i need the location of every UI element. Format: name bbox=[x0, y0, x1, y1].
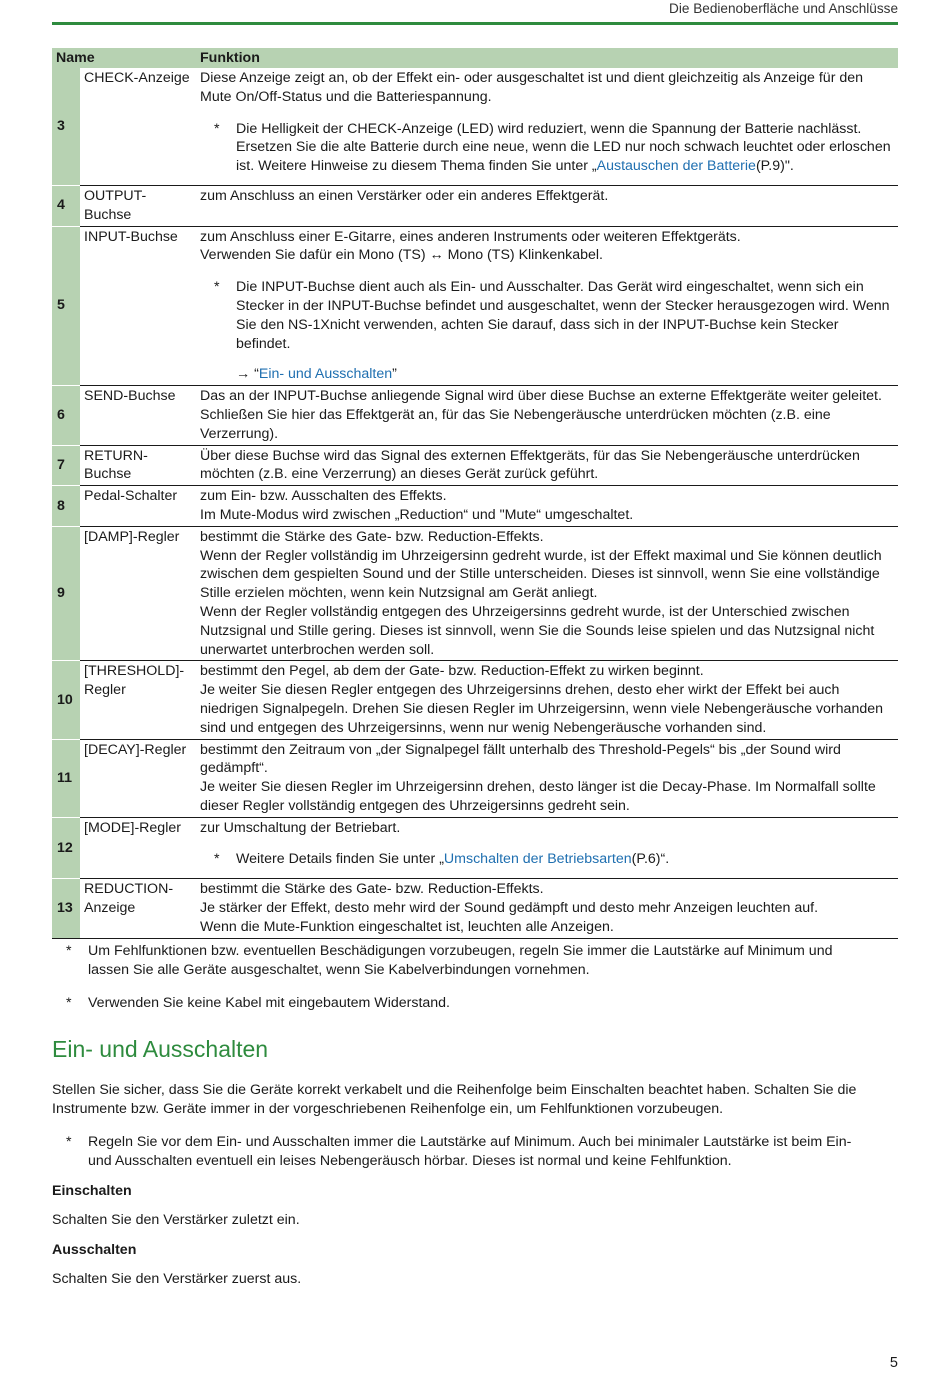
row-number: 6 bbox=[52, 386, 80, 445]
function-text: bestimmt die Stärke des Gate- bzw. Reduction-Effekts. bbox=[200, 528, 544, 545]
table-row bbox=[52, 739, 898, 817]
link-austauschen-batterie[interactable]: Austauschen der Batterie bbox=[596, 158, 756, 175]
row-function: zum Anschluss an einen Verstärker oder ein anderes Effektgerät. bbox=[196, 185, 898, 226]
function-text: zum Anschluss einer E-Gitarre, eines anderen Instruments oder weiteren Effektgeräts. bbox=[200, 228, 741, 245]
row-name: RETURN-Buchse bbox=[80, 445, 196, 486]
section-note bbox=[66, 1133, 876, 1171]
row-name: Pedal-Schalter bbox=[80, 486, 196, 527]
row-number: 10 bbox=[52, 661, 80, 739]
row-number: 5 bbox=[52, 226, 80, 386]
row-note bbox=[214, 278, 894, 353]
asterisk-icon: * bbox=[66, 994, 72, 1011]
row-function: Das an der INPUT-Buchse anliegende Signal wird über diese Buchse an externe Effektgeräte weiter geleitet. Schließen Sie hier das Effektgerät an, für das Sie Nebengeräusche unterdrücken möchten (z.B. eine Verzerrung). bbox=[196, 386, 898, 445]
page-number: 5 bbox=[889, 1355, 898, 1371]
row-name: OUTPUT-Buchse bbox=[80, 185, 196, 226]
row-number: 12 bbox=[52, 817, 80, 879]
text-einschalten: Schalten Sie den Verstärker zuletzt ein. bbox=[52, 1212, 300, 1228]
running-header: Die Bedienoberfläche und Anschlüsse bbox=[669, 1, 898, 16]
row-function bbox=[196, 226, 898, 386]
function-text: Je weiter Sie diesen Regler im Uhrzeigersinn drehen, desto länger ist die Decay-Phase. Im Normalfall sollte dieser Regler vollständig entgegen des Uhrzeigersinns gedreht sein. bbox=[200, 779, 876, 814]
section-title: Ein- und Ausschalten bbox=[52, 1036, 269, 1062]
row-function bbox=[196, 661, 898, 739]
header-rule bbox=[52, 22, 898, 25]
function-text: Wenn die Mute-Funktion eingeschaltet ist, leuchten alle Anzeigen. bbox=[200, 918, 614, 935]
row-number: 11 bbox=[52, 739, 80, 817]
function-text: bestimmt den Zeitraum von „der Signalpegel fällt unterhalb des Threshold-Pegels“ bis „der Sound wird gedämpft“. bbox=[200, 741, 841, 777]
function-text: Wenn der Regler vollständig entgegen des Uhrzeigersinns gedreht wurde, ist der Unterschied zwischen Nutzsignal und Stille gering. Dieses ist sinnvoll, wenn Sie die Sounds leise spielen und das Nutzsignal nicht unerwartet unterbrochen werden soll. bbox=[200, 603, 875, 658]
row-number: 4 bbox=[52, 185, 80, 226]
row-function bbox=[196, 817, 898, 879]
row-name: [DAMP]-Regler bbox=[80, 526, 196, 661]
link-umschalten-betriebsarten[interactable]: Umschalten der Betriebsarten bbox=[443, 851, 632, 868]
row-name: INPUT-Buchse bbox=[80, 226, 196, 386]
function-text: Je weiter Sie diesen Regler entgegen des Uhrzeigersinns drehen, desto eher wirkt der Effekt bei auch niedrigen Signalpegeln. Drehen Sie diesen Regler im Uhrzeigersinn, wenn viele Nebengeräusche vorhanden sind und entgegen des Uhrzeigersinns, wenn nur wenig Nebengeräusche vorhanden sind. bbox=[200, 682, 884, 736]
row-name: [THRESHOLD]-Regler bbox=[80, 661, 196, 739]
table-row bbox=[52, 879, 898, 938]
note-text: Die Helligkeit der CHECK-Anzeige (LED) wird reduziert, wenn die Spannung der Batterie nachlässt. Ersetzen Sie die alte Batterie durch eine neue, wenn die LED nur noch schwach leuchtet oder erloschen ist. Weitere Hinweise zu diesem Thema finden Sie unter „ bbox=[236, 120, 891, 175]
note-text: Verwenden Sie keine Kabel mit eingebautem Widerstand. bbox=[88, 994, 450, 1011]
function-text: Verwenden Sie dafür ein Mono (TS) ↔ Mono (TS) Klinkenkabel. bbox=[200, 247, 603, 264]
subheading-ausschalten: Ausschalten bbox=[52, 1242, 137, 1258]
section-intro: Stellen Sie sicher, dass Sie die Geräte korrekt verkabelt und die Reihenfolge beim Einschalten beachtet haben. Schalten Sie die Instrumente bzw. Geräte immer in der vorgeschriebenen Reihenfolge ein, um Fehlfunktionen vorzubeugen. bbox=[52, 1082, 857, 1117]
arrow-icon: → “ bbox=[236, 366, 259, 383]
row-function bbox=[196, 486, 898, 527]
asterisk-icon: * bbox=[214, 851, 220, 868]
note-text: Regeln Sie vor dem Ein- und Ausschalten immer die Lautstärke auf Minimum. Auch bei minimaler Lautstärke ist beim Ein- und Ausschalten eventuell ein leises Nebengeräusch hörbar. Dieses ist normal und keine Fehlfunktion. bbox=[88, 1134, 852, 1169]
note-item bbox=[66, 1133, 876, 1171]
table-row bbox=[52, 817, 898, 879]
note-text: Die INPUT-Buchse dient auch als Ein- und Ausschalter. Das Gerät wird eingeschaltet, wenn sich ein Stecker in der INPUT-Buchse befindet und ausgeschaltet, wenn der Stecker herausgezogen wird. Wenn Sie den NS-1Xnicht verwenden, achten Sie darauf, dass sich in der INPUT-Buchse kein Stecker befindet. bbox=[236, 279, 890, 352]
col-header-name: Name bbox=[52, 48, 196, 68]
table-row bbox=[52, 661, 898, 739]
row-number: 8 bbox=[52, 486, 80, 527]
row-function bbox=[196, 879, 898, 938]
table-row bbox=[52, 68, 898, 185]
table-row bbox=[52, 486, 898, 527]
row-name: [MODE]-Regler bbox=[80, 817, 196, 879]
row-number: 7 bbox=[52, 445, 80, 486]
row-number: 13 bbox=[52, 879, 80, 938]
function-text: bestimmt den Pegel, ab dem der Gate- bzw. Reduction-Effekt zu wirken beginnt. bbox=[200, 663, 704, 680]
row-function bbox=[196, 739, 898, 817]
row-note bbox=[214, 120, 894, 176]
general-notes bbox=[66, 942, 876, 1012]
asterisk-icon: * bbox=[66, 1134, 72, 1150]
table-row bbox=[52, 185, 898, 226]
row-name: [DECAY]-Regler bbox=[80, 739, 196, 817]
subheading-einschalten: Einschalten bbox=[52, 1183, 132, 1199]
function-text: Wenn der Regler vollständig im Uhrzeigersinn gedreht wurde, ist der Effekt maximal und Sie können deutlich zwischen dem gespielten Sound und der Stille unterscheiden. Dieses ist sinnvoll, wenn Sie eine vollständige Stille erzielen möchten, wenn kein Nutzsignal am Gerät anliegt. bbox=[200, 547, 882, 602]
note-text-end: (P.9)". bbox=[755, 158, 794, 175]
row-function bbox=[196, 526, 898, 661]
function-text: zum Ein- bzw. Ausschalten des Effekts. bbox=[200, 488, 447, 505]
row-name: SEND-Buchse bbox=[80, 386, 196, 445]
function-text: Je stärker der Effekt, desto mehr wird der Sound gedämpft und desto mehr Anzeigen leuchten auf. bbox=[200, 900, 819, 917]
note-text-end: (P.6)“. bbox=[631, 851, 670, 868]
link-ein-ausschalten[interactable]: Ein- und Ausschalten bbox=[258, 366, 393, 383]
row-name: REDUCTION-Anzeige bbox=[80, 879, 196, 938]
controls-table bbox=[52, 48, 898, 939]
function-text: bestimmt die Stärke des Gate- bzw. Reduction-Effekts. bbox=[200, 881, 544, 898]
quote-close: ” bbox=[392, 366, 397, 383]
asterisk-icon: * bbox=[214, 279, 220, 296]
row-name: CHECK-Anzeige bbox=[80, 68, 196, 185]
function-text: zur Umschaltung der Betriebart. bbox=[200, 819, 401, 836]
note-item bbox=[66, 942, 876, 980]
note-text: Weitere Details finden Sie unter „ bbox=[236, 851, 444, 868]
text-ausschalten: Schalten Sie den Verstärker zuerst aus. bbox=[52, 1271, 302, 1287]
note-text: Um Fehlfunktionen bzw. eventuellen Beschädigungen vorzubeugen, regeln Sie immer die Lautstärke auf Minimum und lassen Sie alle Geräte ausgeschaltet, wenn Sie Kabelverbindungen vornehmen. bbox=[88, 943, 833, 978]
row-note bbox=[214, 850, 894, 869]
asterisk-icon: * bbox=[214, 120, 220, 137]
function-text: Im Mute-Modus wird zwischen „Reduction“ und "Mute“ umgeschaltet. bbox=[200, 506, 634, 523]
col-header-function: Funktion bbox=[196, 48, 898, 68]
table-row bbox=[52, 445, 898, 486]
table-row bbox=[52, 526, 898, 661]
table-row bbox=[52, 226, 898, 386]
note-item bbox=[66, 994, 876, 1013]
row-function bbox=[196, 68, 898, 185]
table-row bbox=[52, 386, 898, 445]
table-header-row bbox=[52, 48, 898, 68]
row-function: Über diese Buchse wird das Signal des externen Effektgeräts, für das Sie Nebengeräusche unterdrücken möchten (z.B. eine Verzerrung) an dieses Gerät zurück geführt. bbox=[196, 445, 898, 486]
cross-reference bbox=[236, 365, 894, 384]
row-number: 3 bbox=[52, 68, 80, 185]
asterisk-icon: * bbox=[66, 943, 72, 959]
function-text: Diese Anzeige zeigt an, ob der Effekt ein- oder ausgeschaltet ist und dient gleichzeitig als Anzeige für den Mute On/Off-Status und die Batteriespannung. bbox=[200, 70, 864, 105]
row-number: 9 bbox=[52, 526, 80, 661]
